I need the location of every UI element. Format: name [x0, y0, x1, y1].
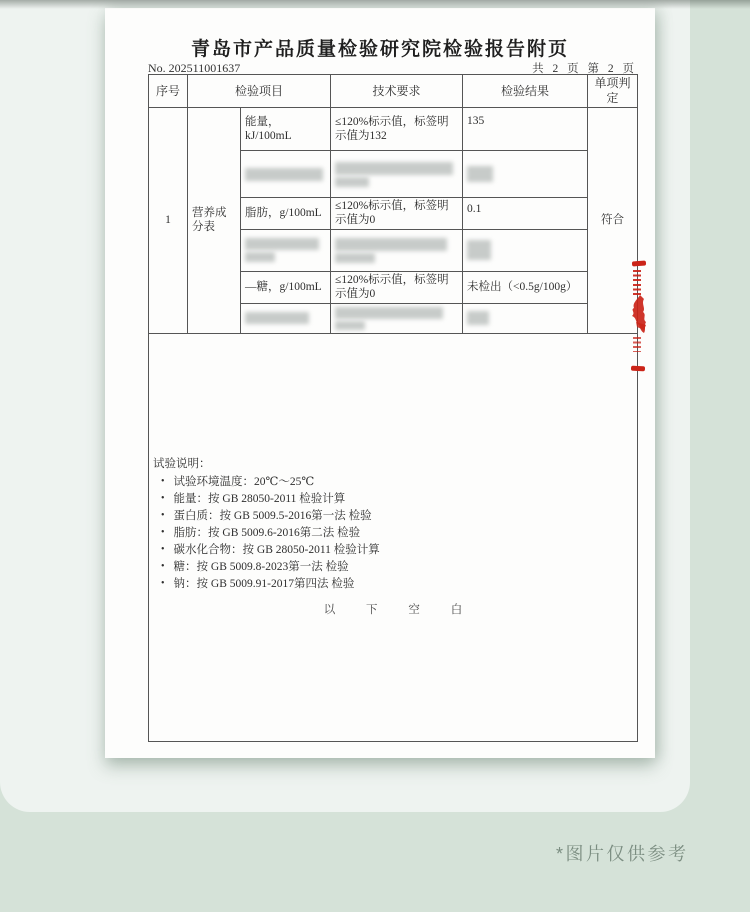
note-item: • 能量：按 GB 28050-2011 检验计算 [161, 492, 633, 507]
redacted-block [335, 253, 375, 263]
redacted-block [245, 312, 309, 324]
redacted-block [335, 307, 443, 319]
report-number: No. 202511001637 [148, 61, 241, 75]
redacted-block [467, 311, 489, 325]
result-cell-redacted [463, 151, 588, 198]
item-cell-redacted [241, 151, 331, 198]
item-cell: —糖，g/100mL [241, 271, 331, 303]
result-cell: 0.1 [463, 198, 588, 230]
item-cell: 脂肪，g/100mL [241, 198, 331, 230]
table-row [149, 108, 638, 151]
requirement-cell: ≤120%标示值，标签明示值为132 [331, 108, 463, 151]
blank-below-marker: 以 下 空 白 [323, 604, 477, 617]
header-item: 检验项目 [188, 75, 331, 108]
note-item: • 试验环境温度：20℃～25℃ [161, 475, 633, 490]
item-cell-redacted [241, 303, 331, 333]
result-cell: 135 [463, 108, 588, 151]
notes-list [153, 475, 633, 592]
result-cell-redacted [463, 229, 588, 271]
requirement-cell: ≤120%标示值，标签明示值为0 [331, 271, 463, 303]
note-item: • 糖：按 GB 5009.8-2023第一法 检验 [161, 560, 633, 575]
seq-no-cell: 1 [149, 108, 188, 334]
redacted-block [245, 168, 323, 181]
note-item: • 钠：按 GB 5009.91-2017第四法 检验 [161, 577, 633, 592]
result-cell-redacted [463, 303, 588, 333]
requirement-cell: ≤120%标示值，标签明示值为0 [331, 198, 463, 230]
notes-title: 试验说明： [153, 457, 211, 470]
item-cell-redacted [241, 229, 331, 271]
result-cell: 未检出（<0.5g/100g） [463, 271, 588, 303]
test-notes-row [149, 333, 638, 741]
redacted-block [245, 252, 275, 262]
requirement-cell-redacted [331, 303, 463, 333]
item-cell: 能量，kJ/100mL [241, 108, 331, 151]
redacted-block [245, 238, 319, 250]
test-notes-cell [149, 333, 638, 741]
inspection-table [148, 74, 638, 742]
redacted-block [335, 177, 369, 187]
redacted-block [467, 240, 491, 260]
page-count-label: 共 2 页 第 2 页 [532, 63, 637, 75]
redacted-block [335, 321, 365, 330]
note-item: • 碳水化合物：按 GB 28050-2011 检验计算 [161, 543, 633, 558]
judgment-cell: 符合 [588, 108, 638, 334]
header-result: 检验结果 [463, 75, 588, 108]
header-seq: 序号 [149, 75, 188, 108]
header-judgment: 单项判定 [588, 75, 638, 108]
requirement-cell-redacted [331, 151, 463, 198]
requirement-cell-redacted [331, 229, 463, 271]
report-document-page [105, 8, 655, 758]
report-title: 青岛市产品质量检验研究院检验报告附页 [190, 39, 569, 60]
redacted-block [467, 166, 493, 182]
table-header-row [149, 75, 638, 108]
group-label-cell: 营养成分表 [188, 108, 241, 334]
redacted-block [335, 238, 447, 251]
note-item: • 脂肪：按 GB 5009.6-2016第二法 检验 [161, 526, 633, 541]
header-requirement: 技术要求 [331, 75, 463, 108]
redacted-block [335, 162, 453, 175]
reference-only-caption: *图片仅供参考 [556, 844, 689, 864]
note-item: • 蛋白质：按 GB 5009.5-2016第一法 检验 [161, 509, 633, 524]
